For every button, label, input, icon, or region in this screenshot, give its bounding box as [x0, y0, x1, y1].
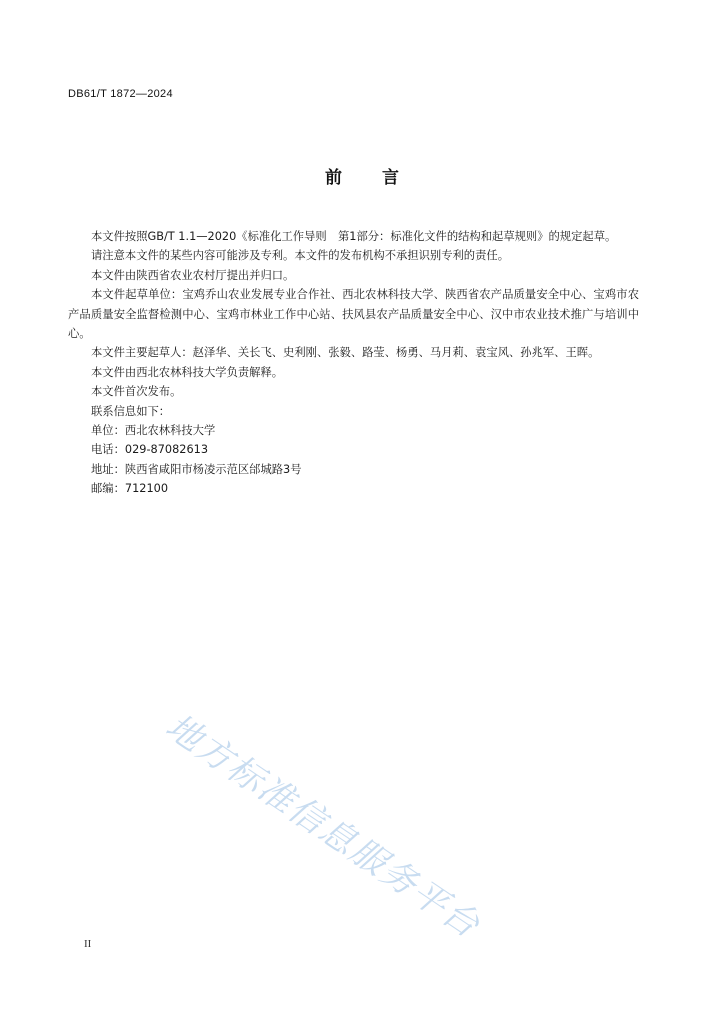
contact-postcode: 邮编：712100 — [91, 482, 169, 496]
contact-heading: 联系信息如下： — [91, 404, 171, 418]
title-part-2: 言 — [382, 168, 399, 188]
title-part-1: 前 — [325, 168, 342, 188]
page-number: II — [84, 938, 92, 950]
paragraph-proposer: 本文件由陕西省农业农村厅提出并归口。 — [91, 268, 295, 282]
foreword-body — [68, 227, 639, 499]
page-title — [0, 163, 724, 188]
paragraph-first-release: 本文件首次发布。 — [91, 385, 182, 399]
watermark: 地方标准信息服务平台 — [158, 706, 488, 947]
contact-phone: 电话：029-87082613 — [91, 443, 209, 457]
contact-address: 地址：陕西省咸阳市杨凌示范区邰城路3号 — [91, 462, 302, 476]
paragraph-drafting-units: 本文件起草单位：宝鸡乔山农业发展专业合作社、西北农林科技大学、陕西省农产品质量安全中心、宝鸡市农产品质量安全监督检测中心、宝鸡市林业工作中心站、扶风县农产品质量安全中心、汉中市农业技术推广与培训中心。 — [68, 288, 639, 341]
standard-code: DB61/T 1872—2024 — [68, 88, 173, 100]
paragraph-patent-notice: 请注意本文件的某些内容可能涉及专利。本文件的发布机构不承担识别专利的责任。 — [91, 249, 509, 263]
contact-unit: 单位：西北农林科技大学 — [91, 424, 216, 438]
paragraph-drafters: 本文件主要起草人：赵泽华、关长飞、史利刚、张毅、路莹、杨勇、马月莉、袁宝风、孙兆军、王晖。 — [91, 346, 600, 360]
paragraph-drafting-rules: 本文件按照GB/T 1.1—2020《标准化工作导则 第1部分：标准化文件的结构和起草规则》的规定起草。 — [91, 230, 617, 243]
paragraph-interpretation: 本文件由西北农林科技大学负责解释。 — [91, 365, 284, 379]
